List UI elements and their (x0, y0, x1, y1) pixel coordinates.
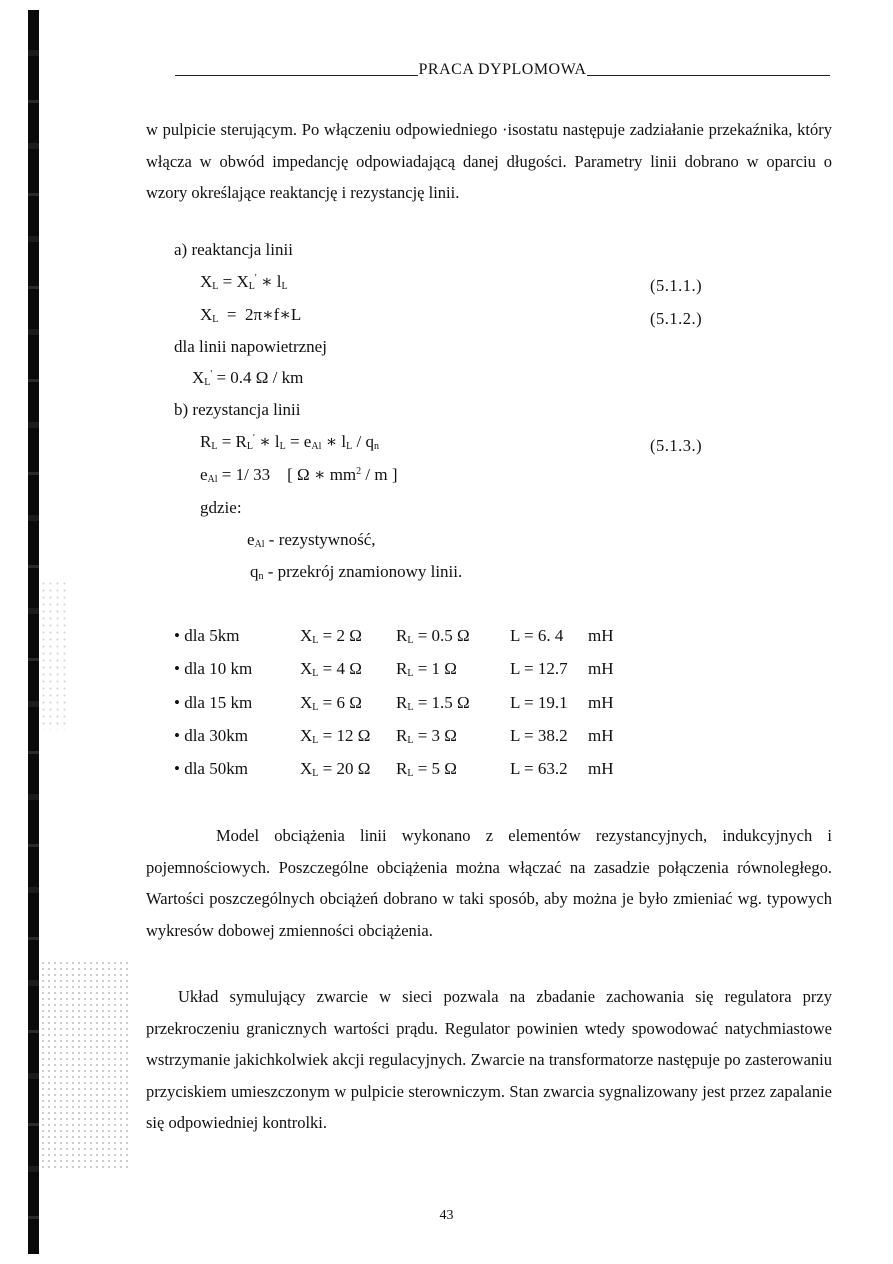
definition-text: - rezystywność, (264, 530, 376, 549)
formula-reactance-per-km: $X_L' = 0.4$ Ω / km (192, 368, 304, 388)
row-length: • dla 30km (174, 726, 248, 745)
page-number: 43 (439, 1208, 454, 1223)
row-inductance: L = 38.2 (510, 726, 568, 745)
paragraph-intro: w pulpicie sterującym. Po włączeniu odpowiedniego ·isostatu następuje zadziałanie przekaźnika, który włącza w obwód impedancję odpowiadającą danej długości. Parametry linii dobrano w oparciu o wzory określające reaktancję i rezystancję linii. (146, 120, 832, 202)
row-reactance: $X_L = 4$ Ω (300, 659, 362, 679)
formula-5-1-3: $R_L = R_L'$ ∗ $l_L = e_{Al}$ ∗ $l_L / q_n$ (200, 432, 379, 452)
definition-resistivity: $e_{Al}$ - rezystywność, (247, 530, 376, 550)
where-label: gdzie: (200, 498, 242, 517)
scan-noise (40, 960, 130, 1170)
row-inductance: L = 19.1 (510, 693, 568, 712)
header-title: PRACA DYPLOMOWA (418, 61, 587, 78)
row-inductance: L = 63.2 (510, 759, 568, 778)
row-length: • dla 10 km (174, 659, 253, 678)
equation-number: (5.1.1.) (650, 276, 703, 295)
scan-edge-shadow (28, 10, 39, 1254)
formula-5-1-1: $X_L = X_L'$ ∗ $l_L$ (200, 272, 288, 292)
page-header (175, 60, 830, 80)
row-unit: mH (588, 626, 614, 645)
row-resistance: $R_L = 5$ Ω (396, 759, 457, 779)
paragraph-text: Układ symulujący zwarcie w sieci pozwala na zbadanie zachowania się regulatora przy przekroczeniu granicznych wartości prądu. Regulator powinien wtedy spowodować natychmiastowe wstrzymanie jakichkolwiek akcji regulacyjnych. Zwarcie na transformatorze następuje po zasterowaniu przyciskiem umieszczonym w pulpicie sterowniczym. Stan zwarcia sygnalizowany jest przez zapalanie się odpowiedniej kontrolki. (146, 987, 832, 1132)
row-length: • dla 50km (174, 759, 248, 778)
row-unit: mH (588, 759, 614, 778)
paragraph-text: Model obciążenia linii wykonano z elementów rezystancyjnych, indukcyjnych i pojemnościowych. Poszczególne obciążenia można włączać na zasadzie połączenia równoległego. Wartości poszczególnych obciążeń dobrano w taki sposób, aby można je było zmieniać wg. typowych wykresów dobowej zmienności obciążenia. (146, 826, 832, 940)
row-resistance: $R_L = 1$ Ω (396, 659, 457, 679)
header-rule-left (175, 75, 418, 76)
row-inductance: L = 6. 4 (510, 626, 564, 645)
row-unit: mH (588, 726, 614, 745)
paragraph-load-model (146, 820, 832, 946)
row-length: • dla 15 km (174, 693, 253, 712)
definition-text: - przekrój znamionowy linii. (263, 562, 463, 581)
row-resistance: $R_L = 3$ Ω (396, 726, 457, 746)
paragraph-short-circuit (146, 981, 832, 1139)
row-resistance: $R_L = 0.5$ Ω (396, 626, 470, 646)
scan-noise (40, 580, 70, 730)
row-unit: mH (588, 659, 614, 678)
row-length: • dla 5km (174, 626, 240, 645)
row-reactance: $X_L = 6$ Ω (300, 693, 362, 713)
row-resistance: $R_L = 1.5$ Ω (396, 693, 470, 713)
definition-cross-section: $q_n$ - przekrój znamionowy linii. (250, 562, 463, 582)
formula-5-1-2: $X_L$ = 2π∗f∗L (200, 305, 302, 325)
section-b-label: b) rezystancja linii (174, 400, 301, 419)
row-reactance: $X_L = 2$ Ω (300, 626, 362, 646)
row-reactance: $X_L = 20$ Ω (300, 759, 371, 779)
row-reactance: $X_L = 12$ Ω (300, 726, 371, 746)
header-rule-right (587, 75, 830, 76)
row-inductance: L = 12.7 (510, 659, 568, 678)
equation-number: (5.1.2.) (650, 309, 703, 328)
row-unit: mH (588, 693, 614, 712)
equation-number: (5.1.3.) (650, 436, 703, 455)
section-a-label: a) reaktancja linii (174, 240, 293, 259)
overhead-line-note: dla linii napowietrznej (174, 337, 327, 356)
formula-resistivity: $e_{Al} = 1/$ 33 [ Ω ∗ $mm^2$ / m ] (200, 465, 398, 485)
